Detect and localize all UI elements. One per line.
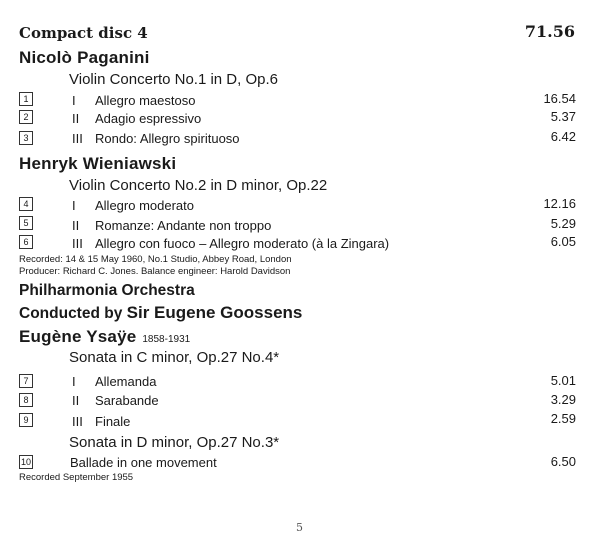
movement-title: Ballade in one movement: [70, 455, 217, 470]
conducted-by-label: Conducted by: [19, 305, 123, 322]
movement-title: Romanze: Andante non troppo: [95, 218, 272, 233]
work-title: Violin Concerto No.2 in D minor, Op.22: [69, 177, 328, 194]
track-duration: 5.37: [550, 109, 576, 124]
movement-title: Allegro moderato: [95, 198, 194, 213]
track-number: 7: [19, 374, 33, 388]
track-number: 9: [19, 413, 33, 427]
movement-numeral: I: [72, 198, 76, 213]
movement-title: Rondo: Allegro spirituoso: [95, 131, 240, 146]
producer-credit: Producer: Richard C. Jones. Balance engineer: Harold Davidson: [19, 266, 291, 277]
composer-name: Eugène Ysaÿe: [19, 327, 137, 346]
conductor-line: [19, 303, 302, 323]
track-duration: 5.01: [550, 373, 576, 388]
movement-title: Allegro maestoso: [95, 93, 196, 108]
track-number: 3: [19, 131, 33, 145]
track-duration: 6.42: [550, 129, 576, 144]
disc-title: Compact disc 4: [19, 24, 148, 42]
track-number: 4: [19, 197, 33, 211]
composer-paganini: Nicolò Paganini: [19, 48, 150, 67]
movement-numeral: II: [72, 111, 80, 126]
work-title: Sonata in C minor, Op.27 No.4*: [69, 349, 280, 366]
movement-numeral: I: [72, 374, 76, 389]
movement-numeral: III: [72, 414, 83, 429]
composer-ysaye: [19, 327, 190, 347]
track-duration: 6.50: [550, 454, 576, 469]
track-number: 1: [19, 92, 33, 106]
track-duration: 3.29: [550, 392, 576, 407]
composer-wieniawski: Henryk Wieniawski: [19, 154, 177, 173]
movement-title: Adagio espressivo: [95, 111, 202, 126]
movement-title: Allegro con fuoco – Allegro moderato (à la Zingara): [95, 236, 390, 251]
track-duration: 16.54: [543, 91, 576, 106]
track-number: 5: [19, 216, 33, 230]
orchestra-name: Philharmonia Orchestra: [19, 282, 195, 299]
track-number: 2: [19, 110, 33, 124]
movement-title: Allemanda: [95, 374, 157, 389]
movement-title: Sarabande: [95, 393, 159, 408]
composer-dates: 1858-1931: [142, 334, 191, 345]
track-duration: 2.59: [550, 411, 576, 426]
work-title: Violin Concerto No.1 in D, Op.6: [69, 71, 278, 88]
movement-numeral: I: [72, 93, 76, 108]
disc-total-time: 71.56: [524, 22, 575, 41]
track-duration: 5.29: [550, 216, 576, 231]
track-number: 10: [20, 457, 31, 467]
track-number: 6: [19, 235, 33, 249]
movement-numeral: III: [72, 236, 83, 251]
movement-numeral: III: [72, 131, 83, 146]
page-number: 5: [296, 521, 303, 534]
movement-numeral: II: [72, 393, 80, 408]
work-title: Sonata in D minor, Op.27 No.3*: [69, 434, 280, 451]
movement-numeral: II: [72, 218, 80, 233]
track-duration: 12.16: [543, 196, 576, 211]
movement-title: Finale: [95, 414, 131, 429]
conductor-name: Sir Eugene Goossens: [126, 303, 303, 322]
recording-credit: Recorded September 1955: [19, 472, 134, 483]
track-number: 8: [19, 393, 33, 407]
recording-credit: Recorded: 14 & 15 May 1960, No.1 Studio, Abbey Road, London: [19, 254, 292, 265]
track-duration: 6.05: [550, 234, 576, 249]
